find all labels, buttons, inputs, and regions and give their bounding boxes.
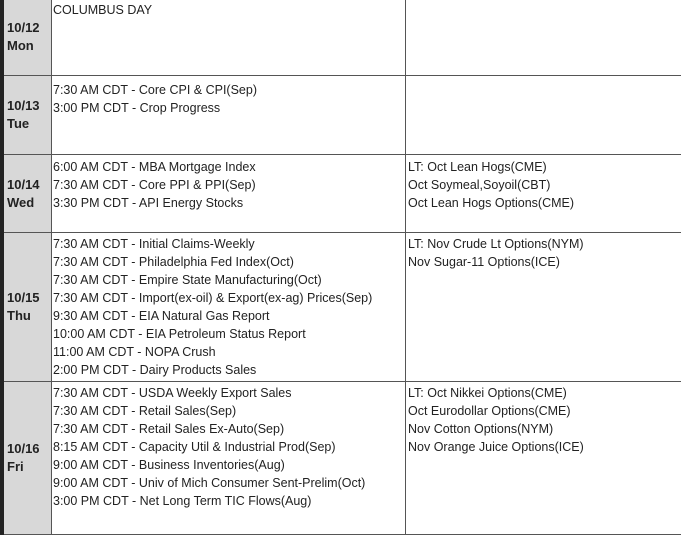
economic-event: 3:00 PM CDT - Crop Progress: [52, 99, 405, 117]
day-cell: [2, 233, 52, 382]
calendar-row: [2, 0, 681, 76]
day-weekday: Mon: [7, 37, 51, 55]
economic-event: 9:30 AM CDT - EIA Natural Gas Report: [52, 307, 405, 325]
contract-expiration: Oct Soymeal,Soyoil(CBT): [406, 176, 681, 194]
contract-expiration: Oct Lean Hogs Options(CME): [406, 194, 681, 212]
day-date: 10/12: [7, 19, 51, 37]
expirations-cell: [406, 155, 681, 233]
economic-event: 6:00 AM CDT - MBA Mortgage Index: [52, 158, 405, 176]
calendar-row: [2, 233, 681, 382]
day-weekday: Tue: [7, 115, 51, 133]
day-weekday: Fri: [7, 458, 51, 476]
day-date: 10/13: [7, 97, 51, 115]
day-date: 10/15: [7, 289, 51, 307]
day-cell: [2, 382, 52, 535]
economic-events-cell: [52, 0, 406, 76]
economic-event: 3:30 PM CDT - API Energy Stocks: [52, 194, 405, 212]
economic-event: 7:30 AM CDT - Philadelphia Fed Index(Oct): [52, 253, 405, 271]
economic-event: 7:30 AM CDT - Retail Sales(Sep): [52, 402, 405, 420]
economic-event: 3:00 PM CDT - Net Long Term TIC Flows(Aug): [52, 492, 405, 510]
expirations-cell: [406, 0, 681, 76]
economic-event: 7:30 AM CDT - Import(ex-oil) & Export(ex-ag) Prices(Sep): [52, 289, 405, 307]
economic-events-cell: [52, 76, 406, 155]
economic-event: 9:00 AM CDT - Univ of Mich Consumer Sent-Prelim(Oct): [52, 474, 405, 492]
expirations-cell: [406, 382, 681, 535]
economic-events-cell: [52, 155, 406, 233]
economic-events-cell: [52, 233, 406, 382]
contract-expiration: Nov Sugar-11 Options(ICE): [406, 253, 681, 271]
expirations-cell: [406, 233, 681, 382]
economic-event: COLUMBUS DAY: [52, 1, 405, 19]
economic-event: 7:30 AM CDT - USDA Weekly Export Sales: [52, 384, 405, 402]
contract-expiration: Oct Eurodollar Options(CME): [406, 402, 681, 420]
day-cell: [2, 155, 52, 233]
contract-expiration: Nov Orange Juice Options(ICE): [406, 438, 681, 456]
contract-expiration: LT: Oct Nikkei Options(CME): [406, 384, 681, 402]
calendar-body: [2, 0, 681, 535]
economic-event: 7:30 AM CDT - Core PPI & PPI(Sep): [52, 176, 405, 194]
contract-expiration: LT: Nov Crude Lt Options(NYM): [406, 235, 681, 253]
day-weekday: Wed: [7, 194, 51, 212]
day-weekday: Thu: [7, 307, 51, 325]
contract-expiration: LT: Oct Lean Hogs(CME): [406, 158, 681, 176]
economic-event: 2:00 PM CDT - Dairy Products Sales: [52, 361, 405, 379]
economic-event: 7:30 AM CDT - Core CPI & CPI(Sep): [52, 81, 405, 99]
economic-event: 11:00 AM CDT - NOPA Crush: [52, 343, 405, 361]
economic-event: 8:15 AM CDT - Capacity Util & Industrial Prod(Sep): [52, 438, 405, 456]
calendar-row: [2, 76, 681, 155]
economic-event: 10:00 AM CDT - EIA Petroleum Status Report: [52, 325, 405, 343]
day-cell: [2, 76, 52, 155]
day-date: 10/14: [7, 176, 51, 194]
economic-event: 9:00 AM CDT - Business Inventories(Aug): [52, 456, 405, 474]
calendar-row: [2, 155, 681, 233]
day-date: 10/16: [7, 440, 51, 458]
economic-events-cell: [52, 382, 406, 535]
expirations-cell: [406, 76, 681, 155]
contract-expiration: Nov Cotton Options(NYM): [406, 420, 681, 438]
economic-event: 7:30 AM CDT - Retail Sales Ex-Auto(Sep): [52, 420, 405, 438]
economic-event: 7:30 AM CDT - Initial Claims-Weekly: [52, 235, 405, 253]
calendar-row: [2, 382, 681, 535]
economic-event: 7:30 AM CDT - Empire State Manufacturing(Oct): [52, 271, 405, 289]
day-cell: [2, 0, 52, 76]
